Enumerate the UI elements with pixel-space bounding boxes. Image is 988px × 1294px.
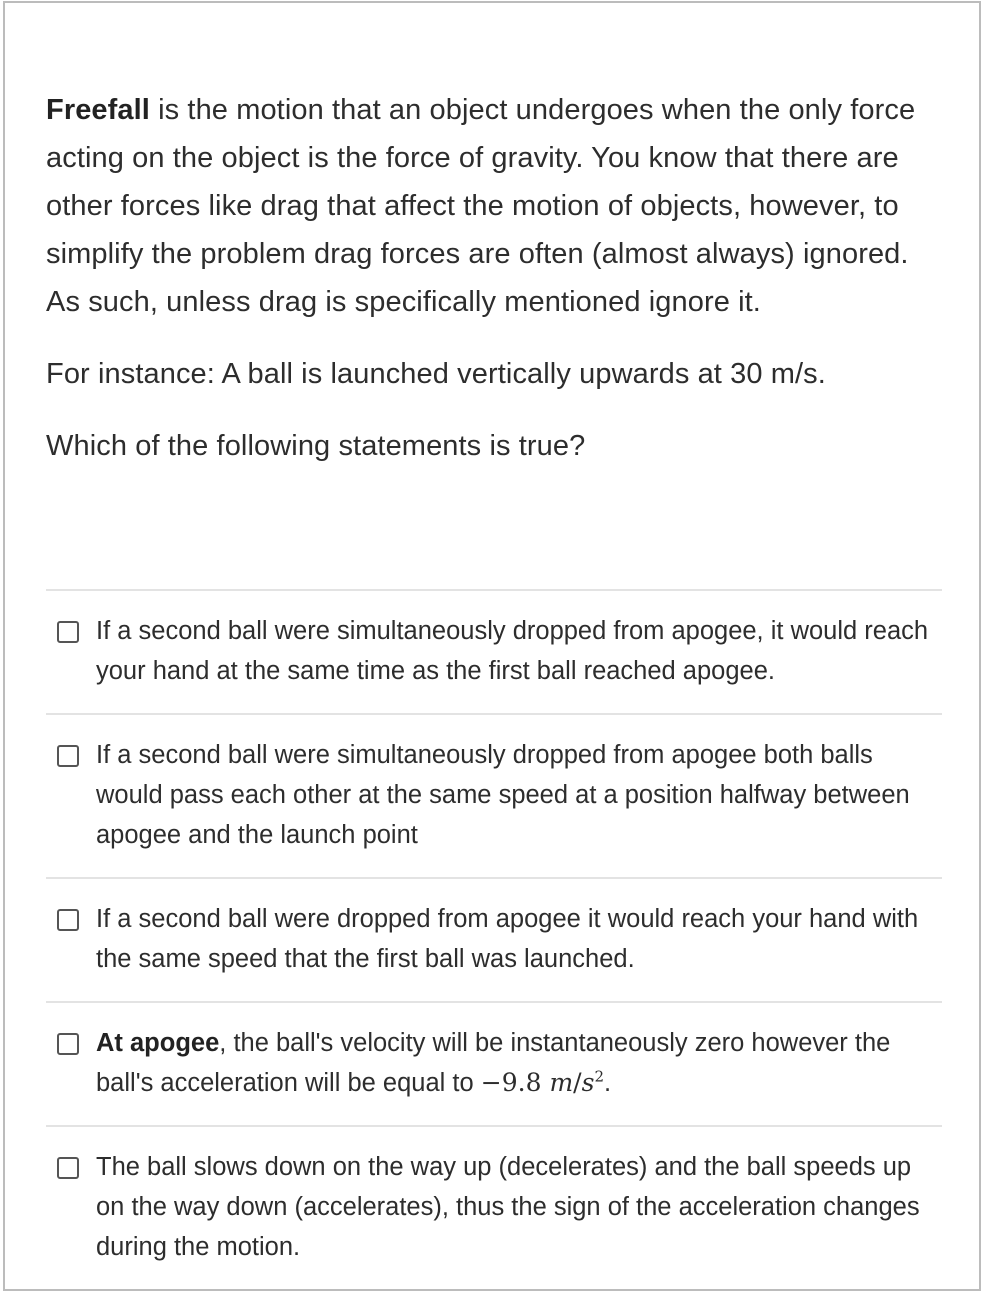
answer-checkbox-5[interactable] [57,1157,79,1179]
question-instance: For instance: A ball is launched vertically upwards at 30 m/s. [46,358,826,390]
freefall-term: Freefall [46,94,150,126]
answer-label-1: If a second ball were simultaneously dropped from apogee, it would reach your hand at the same time as the first ball reached apogee. [96,617,929,685]
answer-checkbox-1[interactable] [57,621,79,643]
answer-option-3[interactable] [46,877,942,1001]
apogee-term: At apogee [96,1029,220,1057]
answer-label-3: If a second ball were dropped from apogee it would reach your hand with the same speed that the first ball was launched. [96,905,919,973]
question-body [46,86,946,494]
question-prompt: Which of the following statements is true? [46,430,586,462]
answer-option-4[interactable] [46,1001,942,1125]
answer-option-1[interactable] [46,589,942,713]
answer-list [46,589,942,1289]
answer-label-2: If a second ball were simultaneously dropped from apogee both balls would pass each other at the same speed at a position halfway between apogee and the launch point [96,741,910,849]
answer-4-text: , the ball's velocity will be instantaneously zero however the ball's acceleration will be equal to [96,1029,891,1097]
math-slash: / [573,1068,582,1097]
answer-label-5: The ball slows down on the way up (decelerates) and the ball speeds up on the way down (accelerates), thus the sign of the acceleration changes during the motion. [96,1153,920,1261]
answer-checkbox-4[interactable] [57,1033,79,1055]
math-period: . [603,1069,612,1097]
math-unit-s: s [581,1068,595,1097]
answer-checkbox-2[interactable] [57,745,79,767]
math-unit-m: m [549,1068,574,1097]
question-intro [46,86,946,326]
math-exponent: 2 [594,1067,604,1086]
math-number: −9.8 [480,1068,542,1097]
intro-text: is the motion that an object undergoes when the only force acting on the object is the force of gravity. You know that there are other forces like drag that affect the motion of objects, however, to simplify the problem drag forces are often (almost always) ignored. As such, unless drag is specifically mentioned ignore it. [46,94,916,318]
answer-option-5[interactable] [46,1125,942,1289]
answer-checkbox-3[interactable] [57,909,79,931]
answer-option-2[interactable] [46,713,942,877]
answer-label-4 [96,1023,942,1103]
acceleration-value [481,1068,604,1097]
